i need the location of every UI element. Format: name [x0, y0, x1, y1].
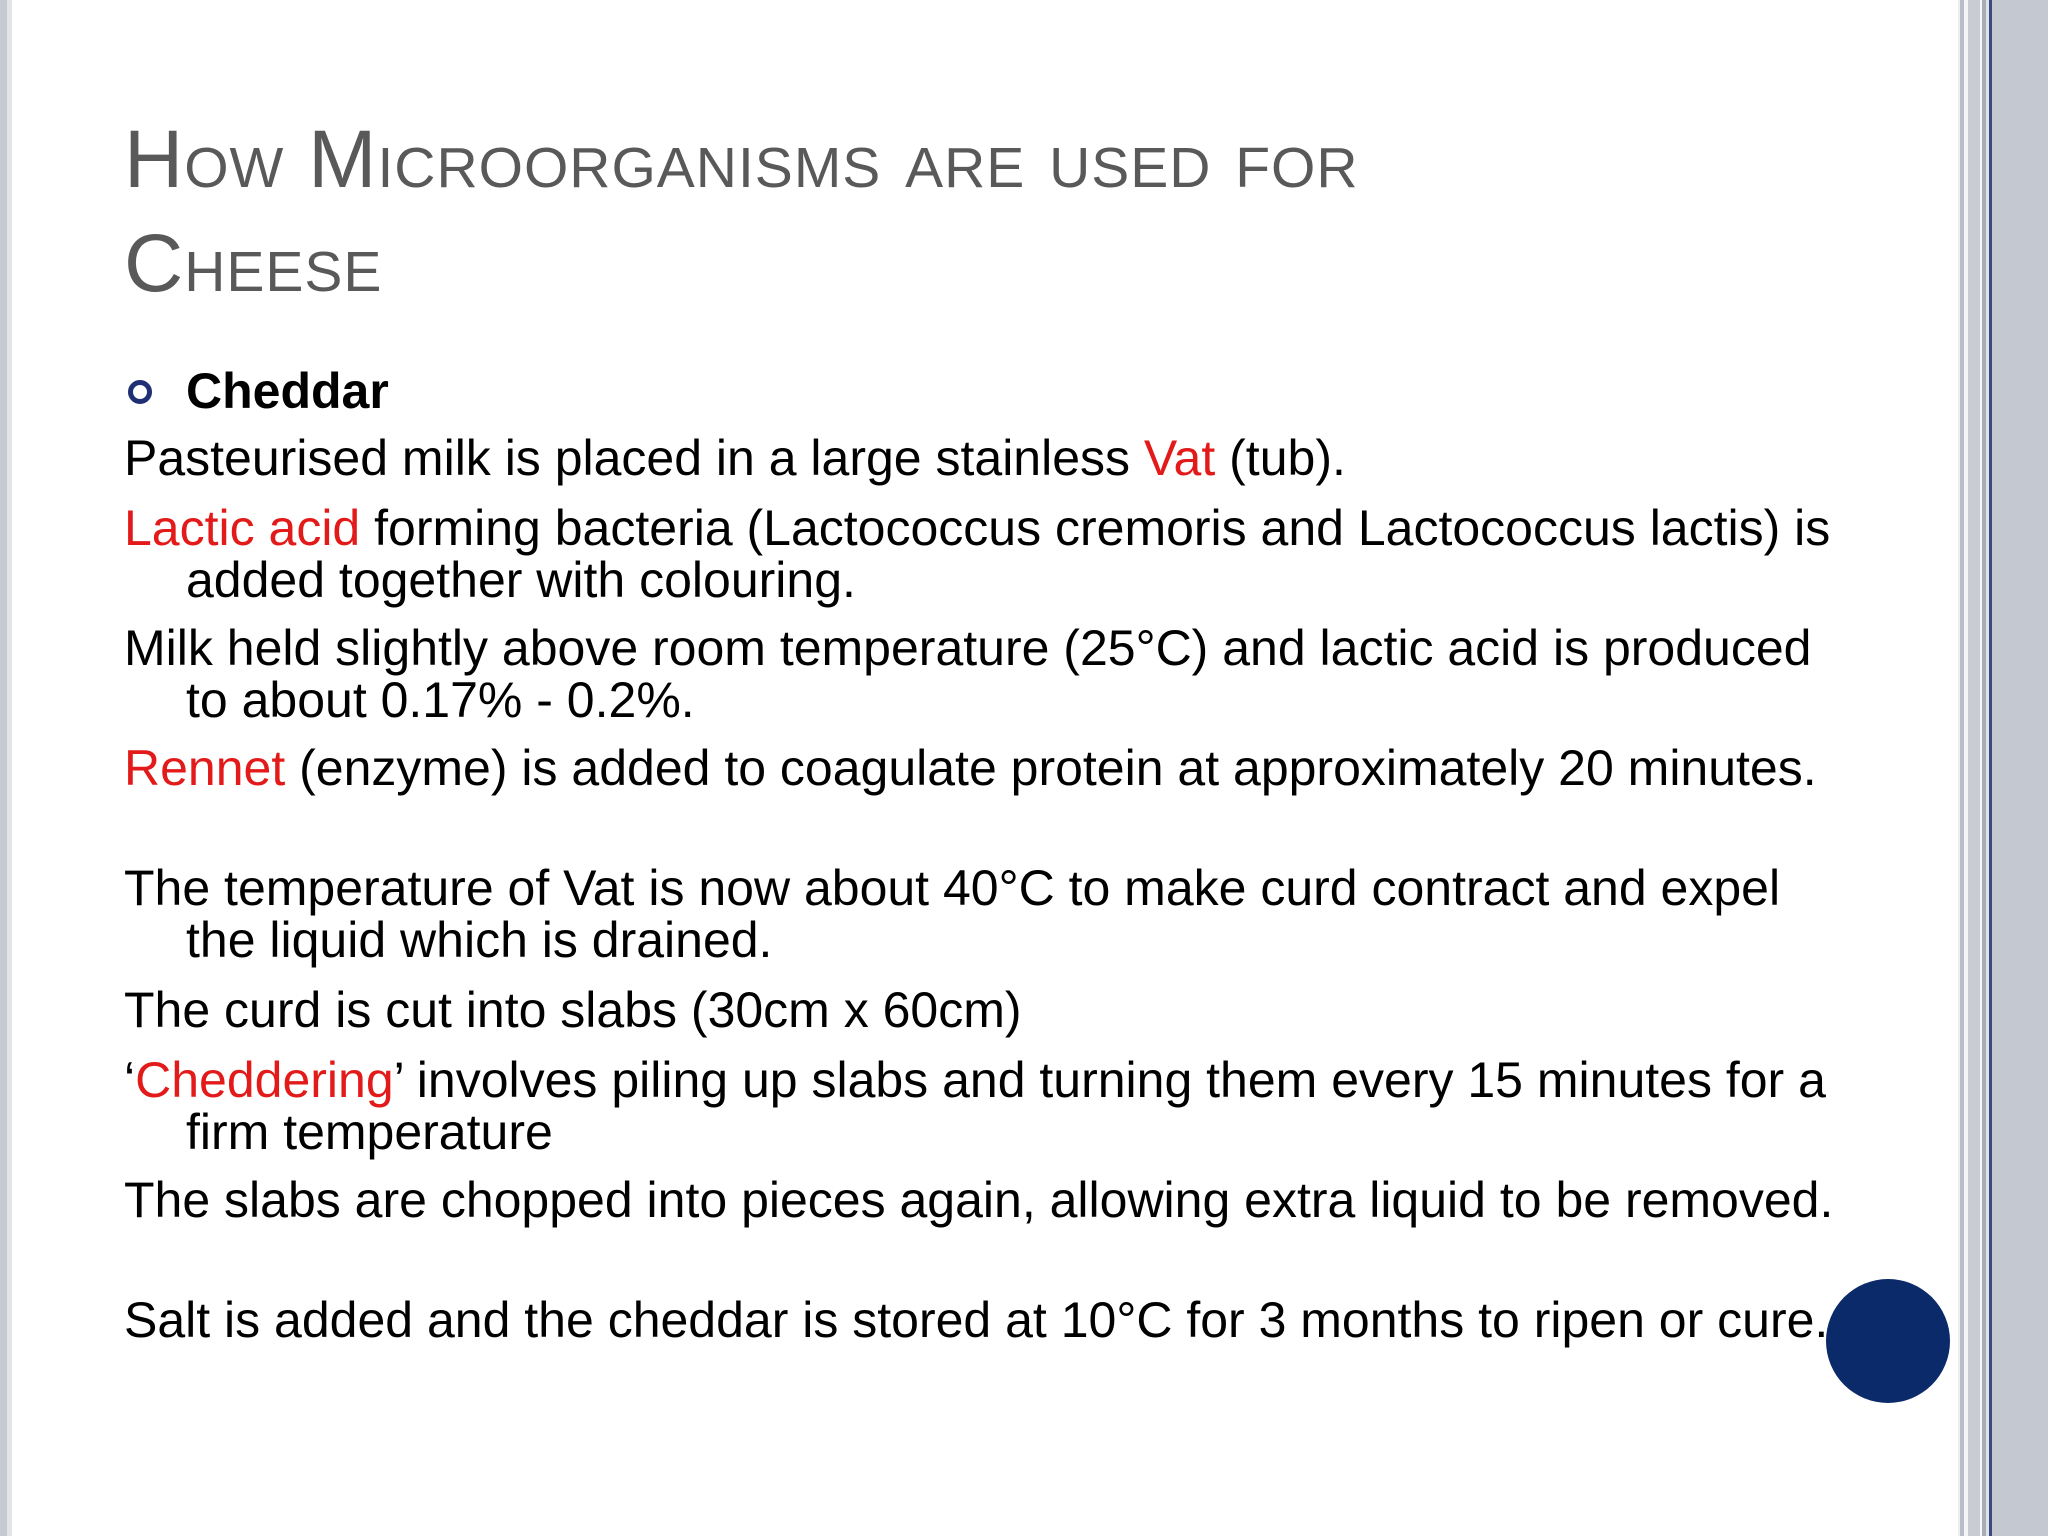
paragraph: Pasteurised milk is placed in a large stainless Vat (tub). [124, 430, 1346, 486]
decorative-circle [1826, 1279, 1950, 1403]
paragraph: The curd is cut into slabs (30cm x 60cm) [124, 982, 1022, 1038]
highlight-term: Lactic acid [124, 500, 361, 556]
left-border [0, 0, 12, 1536]
paragraph: Rennet (enzyme) is added to coagulate protein at approximately 20 minutes. [124, 740, 1817, 796]
highlight-term: Rennet [124, 740, 286, 796]
highlight-term: Cheddering [135, 1052, 394, 1108]
paragraph: Milk held slightly above room temperature (25°C) and lactic acid is produced to about 0.17% - 0.2%. [124, 620, 1812, 728]
paragraph: The slabs are chopped into pieces again, allowing extra liquid to be removed. [124, 1172, 1834, 1228]
bullet-label: Cheddar [186, 363, 389, 419]
highlight-term: Vat [1143, 430, 1216, 486]
slide-title [124, 108, 1824, 316]
ring-bullet-icon [128, 380, 152, 404]
title-line-2: Cheese [124, 218, 383, 309]
paragraph: The temperature of Vat is now about 40°C to make curd contract and expel the liquid which is drained. [124, 860, 1781, 968]
paragraph: Lactic acid forming bacteria (Lactococcus cremoris and Lactococcus lactis) is added together with colouring. [124, 500, 1831, 608]
paragraph: Salt is added and the cheddar is stored at 10°C for 3 months to ripen or cure. [124, 1292, 1829, 1348]
right-decorative-stripes [1958, 0, 2048, 1536]
paragraph: ‘Cheddering’ involves piling up slabs and turning them every 15 minutes for a firm temperature [124, 1052, 1826, 1160]
title-line-1: How Microorganisms are used for [124, 114, 1359, 205]
